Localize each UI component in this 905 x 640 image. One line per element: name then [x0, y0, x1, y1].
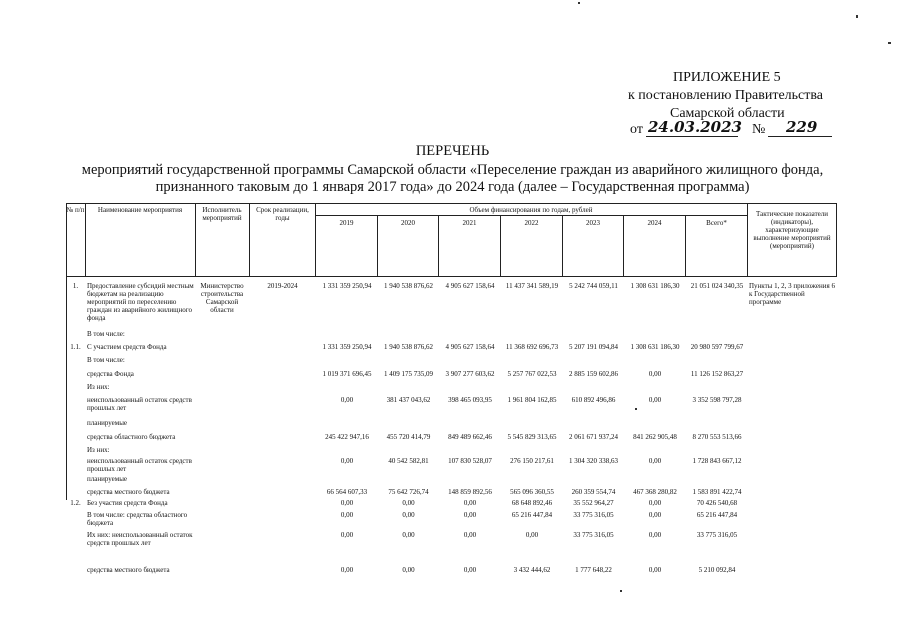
header-year-2023: 2023 [586, 219, 600, 227]
row-value: 68 648 892,46 [511, 499, 553, 507]
row-value: 1 777 648,22 [575, 566, 612, 574]
row-label: Из них: [87, 383, 110, 391]
row-value: 5 545 829 313,65 [507, 433, 557, 441]
row-value: 1 331 359 250,94 [322, 343, 372, 351]
row-value: 0,00 [463, 499, 477, 507]
row-value: 0,00 [648, 566, 662, 574]
row-label: средства Фонда [87, 370, 134, 378]
row-value: 33 775 316,05 [573, 511, 614, 519]
scan-speck [856, 15, 858, 18]
row-value: 65 216 447,84 [696, 511, 738, 519]
row-value: 0,00 [340, 531, 354, 539]
header-year-2024: 2024 [647, 219, 662, 227]
appendix-subtitle: к постановлению Правительства [628, 88, 824, 103]
header-year-2020: 2020 [401, 219, 415, 227]
header-executor: Исполнитель мероприятий [202, 206, 242, 222]
header-year-2022: 2022 [524, 219, 539, 227]
row-value: 0,00 [648, 499, 662, 507]
appendix-region: Самарской области [670, 106, 785, 121]
header-num: № п/п [66, 206, 85, 214]
row-label: средства областного бюджета [87, 433, 176, 441]
row1-value: 1 331 359 250,94 [322, 282, 372, 290]
row-value: 565 096 360,55 [510, 488, 554, 496]
number-prefix: № [752, 122, 766, 137]
row-value: 0,00 [648, 457, 662, 465]
row-value: 11 368 692 696,73 [505, 343, 559, 351]
date-prefix: от [630, 122, 643, 137]
row-value: 75 642 726,74 [388, 488, 429, 496]
row-value: 0,00 [402, 566, 415, 574]
row-label: средства местного бюджета [87, 566, 170, 574]
row-value: 107 830 528,07 [448, 457, 492, 465]
row-label: неиспользованный остаток средств прошлых лет [87, 396, 192, 412]
date-underline [646, 136, 738, 137]
row1-name-tail: В том числе: [87, 330, 125, 338]
header-funding: Объем финансирования по годам, рублей [469, 206, 593, 214]
row1-name: Предоставление субсидий местным бюджетам на реализацию мероприятий по переселению граждан из аварийного жилищного фонда [87, 282, 194, 322]
row-value: 11 126 152 863,27 [690, 370, 744, 378]
row-num: 1.1. [70, 343, 81, 351]
row-value: 4 905 627 158,64 [445, 343, 495, 351]
row-label: планируемые [87, 419, 128, 427]
row-value: 381 437 043,62 [386, 396, 431, 404]
row-value: 1 308 631 186,30 [630, 343, 680, 351]
row-value: 276 150 217,61 [510, 457, 554, 465]
row-value: 467 368 280,82 [633, 488, 677, 496]
row-value: 0,00 [648, 370, 662, 378]
row-value: 849 489 662,46 [448, 433, 492, 441]
number-underline [768, 136, 832, 137]
row-value: 260 359 554,74 [571, 488, 616, 496]
row-value: 455 720 414,79 [386, 433, 431, 441]
row-label: средства местного бюджета [87, 488, 170, 496]
row-value: 1 304 320 338,63 [569, 457, 618, 465]
row-value: 0,00 [648, 511, 662, 519]
row-value: 3 352 598 797,28 [692, 396, 742, 404]
row-value: 0,00 [340, 396, 354, 404]
row-value: 1 940 538 876,62 [384, 343, 433, 351]
row1-value: 21 051 024 340,35 [690, 282, 744, 290]
row-value: 1 409 175 735,09 [384, 370, 433, 378]
row-label: планируемые [87, 475, 128, 483]
row-label: Из них: [87, 446, 110, 454]
row-value: 1 961 804 162,85 [507, 396, 557, 404]
row1-period: 2019-2024 [267, 282, 298, 290]
row-value: 0,00 [402, 499, 415, 507]
row-value: 40 542 582,81 [388, 457, 429, 465]
header-period: Срок реализации, годы [256, 206, 309, 222]
row-value: 841 262 905,48 [633, 433, 677, 441]
row-value: 65 216 447,84 [511, 511, 553, 519]
row-value: 0,00 [648, 396, 662, 404]
row-value: 0,00 [402, 511, 415, 519]
row1-value: 1 940 538 876,62 [384, 282, 433, 290]
row1-value: 4 905 627 158,64 [445, 282, 495, 290]
row-value: 5 207 191 094,84 [569, 343, 618, 351]
document-subtitle-line2: признанного таковым до 1 января 2017 года» до 2024 года (далее – Государственная программа) [155, 179, 750, 195]
row1-executor: Министерство строительства Самарской области [200, 282, 244, 314]
row1-indicators: Пункты 1, 2, 3 приложения 6 к Государственной программе [749, 282, 835, 306]
row-value: 66 564 607,33 [326, 488, 368, 496]
row-value: 33 775 316,05 [573, 531, 614, 539]
row-value: 0,00 [648, 531, 662, 539]
header-name: Наименование мероприятия [97, 206, 183, 214]
row-label: неиспользованный остаток средств прошлых лет [87, 457, 192, 473]
row-value: 0,00 [402, 531, 415, 539]
row-value: 70 426 540,68 [696, 499, 738, 507]
date-handwritten: 24.03.2023 [648, 118, 742, 136]
row-value: 0,00 [340, 457, 354, 465]
row-label: В том числе: средства областного бюджета [87, 511, 188, 527]
header-year-2019: 2019 [339, 219, 354, 227]
row-value: 8 270 553 513,66 [692, 433, 742, 441]
document-title: ПЕРЕЧЕНЬ [415, 143, 490, 159]
scan-speck [578, 2, 580, 4]
row-value: 5 210 092,84 [698, 566, 736, 574]
row-value: 1 728 843 667,12 [692, 457, 742, 465]
row-value: 148 859 892,56 [448, 488, 492, 496]
row-label: Их них: неиспользованный остаток средств прошлых лет [87, 531, 193, 547]
row-value: 0,00 [340, 566, 354, 574]
scan-speck [888, 42, 891, 44]
row-value: 3 432 444,62 [513, 566, 551, 574]
row-value: 2 061 671 937,24 [569, 433, 618, 441]
row-value: 610 892 496,86 [571, 396, 616, 404]
appendix-title: ПРИЛОЖЕНИЕ 5 [673, 70, 781, 85]
row-value: 0,00 [463, 566, 477, 574]
scan-speck [620, 590, 622, 592]
row-value: 35 552 964,27 [573, 499, 614, 507]
row-value: 0,00 [340, 511, 354, 519]
number-handwritten: 229 [786, 118, 818, 136]
row-value: 398 465 093,95 [448, 396, 492, 404]
row-value: 0,00 [340, 499, 354, 507]
row-value: 5 257 767 022,53 [507, 370, 557, 378]
document-subtitle-line1: мероприятий государственной программы Самарской области «Переселение граждан из аварийного жилищного фонда, [81, 162, 824, 178]
row1-value: 1 308 631 186,30 [630, 282, 680, 290]
row-value: 20 980 597 799,67 [690, 343, 744, 351]
row-value: 0,00 [463, 511, 477, 519]
row-label: С участием средств Фонда [87, 343, 167, 351]
row-label: В том числе: [87, 356, 125, 364]
row-num: 1.2. [70, 499, 81, 507]
row1-num: 1. [72, 282, 79, 290]
row-value: 0,00 [525, 531, 539, 539]
row-value: 33 775 316,05 [696, 531, 738, 539]
row-value: 1 019 371 696,45 [322, 370, 372, 378]
row-value: 0,00 [463, 531, 477, 539]
row-value: 2 885 159 602,86 [569, 370, 618, 378]
row-value: 245 422 947,16 [325, 433, 369, 441]
row-label: Без участия средств Фонда [87, 499, 168, 507]
row-value: 3 907 277 603,62 [445, 370, 495, 378]
scan-speck [635, 408, 637, 410]
header-indicators: Тактические показатели (индикаторы), характеризующие выполнение мероприятий (мероприятий) [753, 210, 831, 250]
row-value: 1 583 891 422,74 [692, 488, 742, 496]
row1-value: 11 437 341 589,19 [505, 282, 559, 290]
header-year-2021: 2021 [462, 219, 477, 227]
header-total: Всего* [706, 219, 727, 227]
row1-value: 5 242 744 059,11 [569, 282, 618, 290]
